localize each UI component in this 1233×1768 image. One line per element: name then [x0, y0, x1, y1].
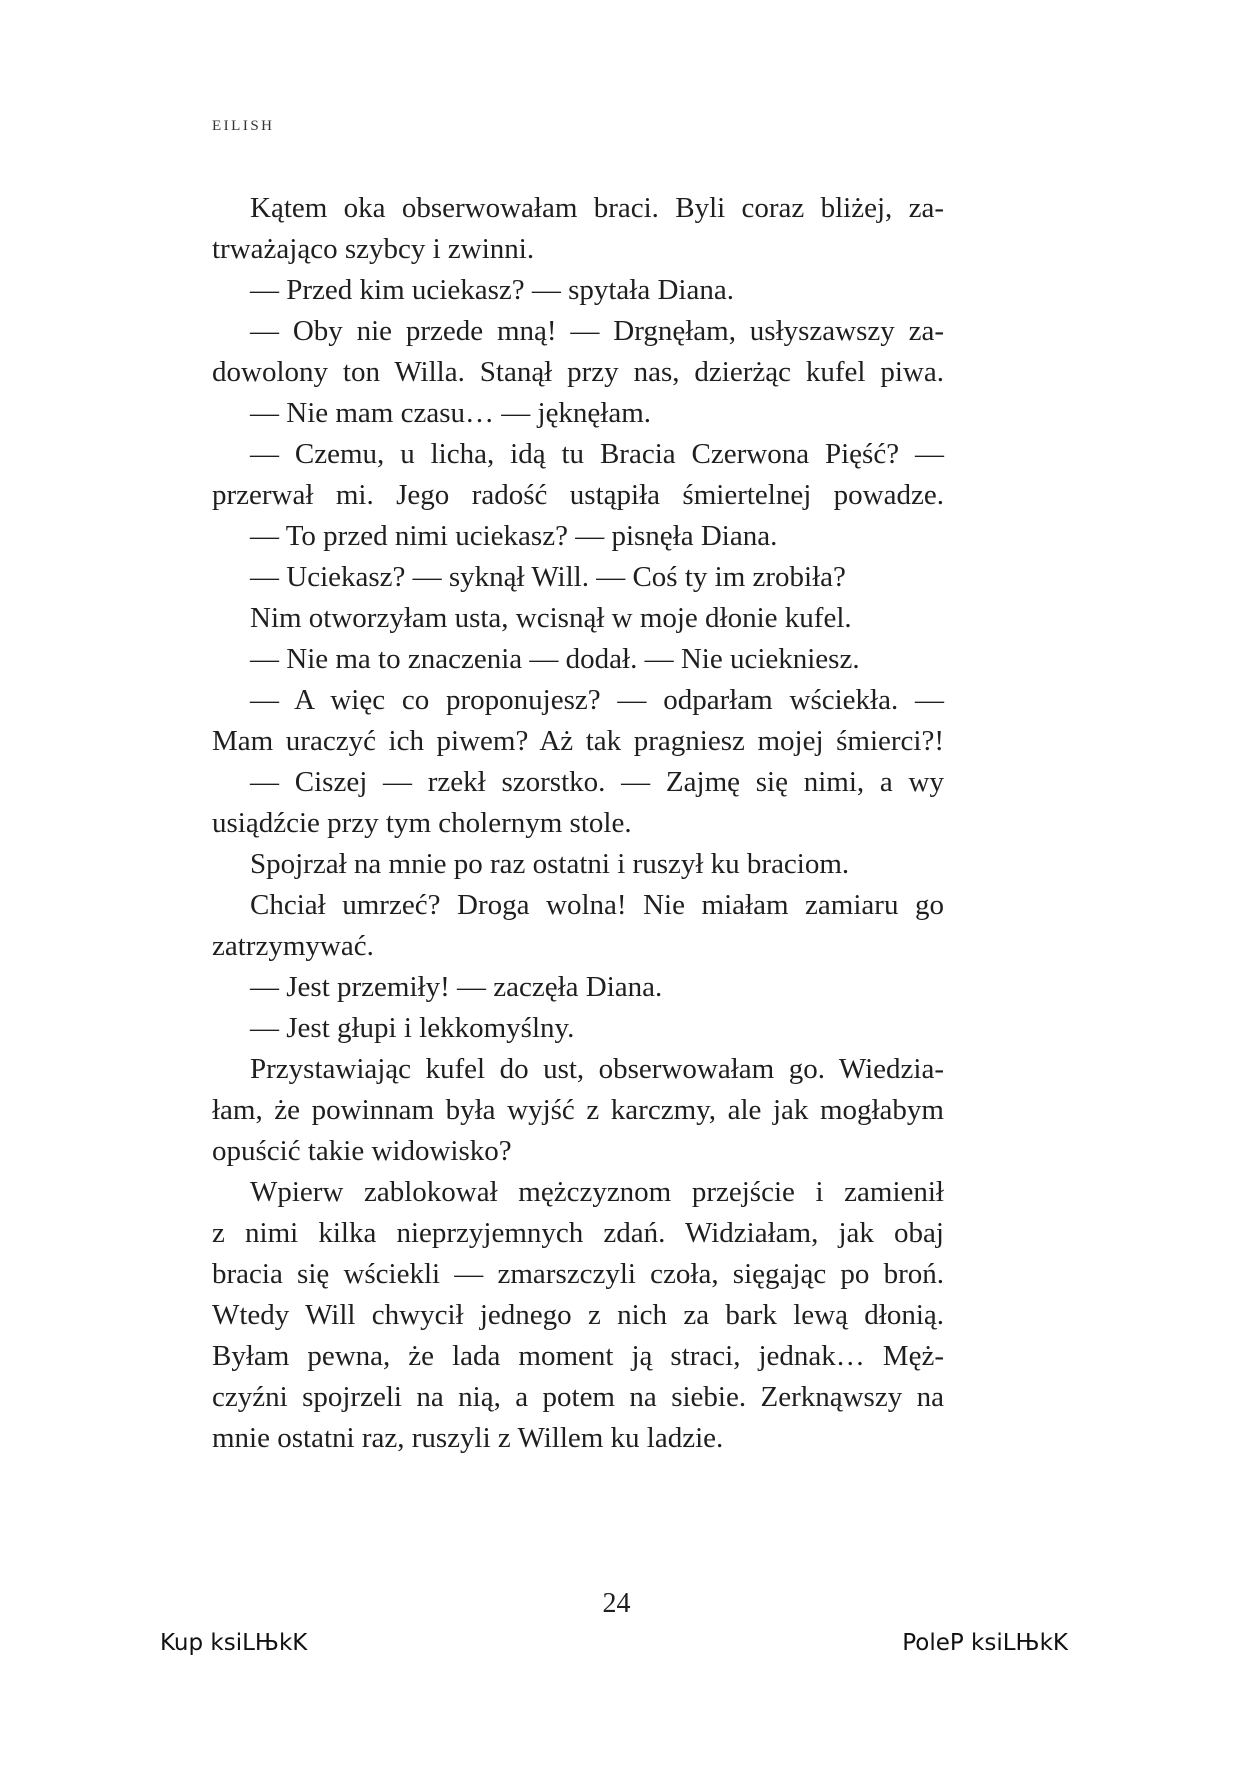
- text-line: Chciał umrzeć? Droga wolna! Nie miałam zamiaru go: [250, 889, 944, 921]
- text-line: — Ciszej — rzekł szorstko. — Zajmę się nimi, a wy: [250, 766, 944, 798]
- text-line: zatrzymywać.: [212, 930, 374, 962]
- text-line: usiądźcie przy tym cholernym stole.: [212, 807, 632, 839]
- text-line: Wpierw zablokował mężczyznom przejście i zamienił: [250, 1176, 944, 1208]
- text-line: dowolony ton Willa. Stanął przy nas, dzierżąc kufel piwa.: [212, 356, 944, 388]
- text-line: Kątem oka obserwowałam braci. Byli coraz bliżej, za-: [250, 192, 944, 224]
- running-header: EILISH: [212, 118, 275, 134]
- text-line: — Przed kim uciekasz? — spytała Diana.: [250, 274, 734, 306]
- recommend-book-link[interactable]: PoleP ksiLЊkK: [902, 1630, 1068, 1656]
- text-line: czyźni spojrzeli na nią, a potem na siebie. Zerknąwszy na: [212, 1381, 944, 1413]
- text-line: — Jest przemiły! — zaczęła Diana.: [250, 971, 663, 1003]
- text-line: łam, że powinnam była wyjść z karczmy, ale jak mogłabym: [212, 1094, 944, 1126]
- text-line: — Uciekasz? — syknął Will. — Coś ty im zrobiła?: [250, 561, 846, 593]
- text-line: Byłam pewna, że lada moment ją straci, jednak… Męż-: [212, 1340, 944, 1372]
- buy-book-link[interactable]: Kup ksiLЊkK: [160, 1630, 308, 1656]
- text-line: mnie ostatni raz, ruszyli z Willem ku ladzie.: [212, 1422, 724, 1454]
- text-line: — To przed nimi uciekasz? — pisnęła Diana.: [250, 520, 778, 552]
- text-line: — Oby nie przede mną! — Drgnęłam, usłyszawszy za-: [250, 315, 944, 347]
- text-line: — Nie mam czasu… — jęknęłam.: [250, 397, 652, 429]
- text-line: bracia się wściekli — zmarszczyli czoła, sięgając po broń.: [212, 1258, 944, 1290]
- text-line: Spojrzał na mnie po raz ostatni i ruszył ku braciom.: [250, 848, 850, 880]
- body-text: [212, 188, 944, 1459]
- text-line: opuścić takie widowisko?: [212, 1135, 512, 1167]
- text-line: Wtedy Will chwycił jednego z nich za bark lewą dłonią.: [212, 1299, 944, 1331]
- text-line: Mam uraczyć ich piwem? Aż tak pragniesz mojej śmierci?!: [212, 725, 944, 757]
- text-line: Nim otworzyłam usta, wcisnął w moje dłonie kufel.: [250, 602, 852, 634]
- text-line: przerwał mi. Jego radość ustąpiła śmiertelnej powadze.: [212, 479, 944, 511]
- text-line: Przystawiając kufel do ust, obserwowałam go. Wiedzia-: [250, 1053, 944, 1085]
- page-number: 24: [602, 1588, 631, 1619]
- text-line: — A więc co proponujesz? — odparłam wściekła. —: [250, 684, 944, 716]
- text-line: — Czemu, u licha, idą tu Bracia Czerwona Pięść? —: [250, 438, 944, 470]
- text-line: — Nie ma to znaczenia — dodał. — Nie uciekniesz.: [250, 643, 860, 675]
- text-line: trważająco szybcy i zwinni.: [212, 233, 535, 265]
- text-line: — Jest głupi i lekkomyślny.: [250, 1012, 575, 1044]
- text-line: z nimi kilka nieprzyjemnych zdań. Widziałam, jak obaj: [212, 1217, 944, 1249]
